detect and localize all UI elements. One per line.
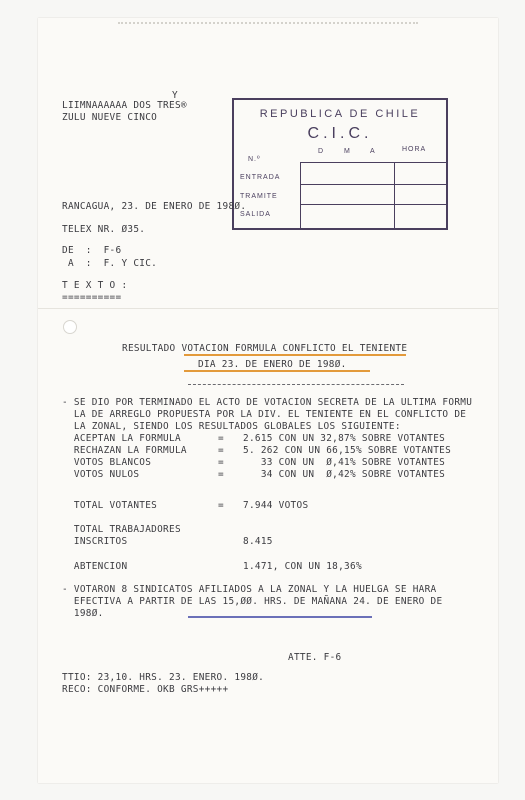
result-title-line-2: DIA 23. DE ENERO DE 198Ø. <box>198 359 347 370</box>
stamp-col-no: N.º <box>248 156 261 163</box>
trabajadores-value: 8.415 <box>243 536 273 547</box>
header-line-1: LIIMNAAAAAA DOS TRES® <box>62 100 187 111</box>
punch-hole <box>63 320 77 334</box>
stamp-col-m: M <box>344 148 351 155</box>
stamp-rule <box>300 204 446 205</box>
result-row-label: VOTOS BLANCOS <box>62 457 152 468</box>
stamp-rule <box>300 162 301 228</box>
abstencion-label: ABTENCION <box>62 561 128 572</box>
result-row-label: ACEPTAN LA FORMULA <box>62 433 181 444</box>
result-row-value: 33 CON UN Ø,41% SOBRE VOTANTES <box>243 457 446 468</box>
stamp-row-salida: SALIDA <box>240 211 271 218</box>
stamp-title: REPUBLICA DE CHILE <box>259 108 421 120</box>
total-votantes-label: TOTAL VOTANTES <box>62 500 158 511</box>
paragraph-line: - SE DIO POR TERMINADO EL ACTO DE VOTACION SECRETA DE LA ULTIMA FORMU <box>62 397 473 408</box>
texto-rule: ========== <box>62 292 122 303</box>
to-line: A : F. Y CIC. <box>62 258 158 269</box>
cic-stamp <box>232 98 448 230</box>
place-date: RANCAGUA, 23. DE ENERO DE 198Ø. <box>62 201 247 212</box>
texto-label: T E X T O : <box>62 280 128 291</box>
result-row-eq: = <box>218 469 224 480</box>
stamp-rule <box>300 184 446 185</box>
telex-number: TELEX NR. Ø35. <box>62 224 146 235</box>
result-row-label: RECHAZAN LA FORMULA <box>62 445 187 456</box>
from-line: DE : F-6 <box>62 245 122 256</box>
trabajadores-label-2: INSCRITOS <box>62 536 128 547</box>
result-row-value: 5. 262 CON UN 66,15% SOBRE VOTANTES <box>243 445 452 456</box>
stamp-rule <box>394 162 395 228</box>
header-line-2: ZULU NUEVE CINCO <box>62 112 158 123</box>
result-row-eq: = <box>218 445 224 456</box>
header-mark: Y <box>172 90 178 101</box>
paragraph-line: 198Ø. <box>62 608 104 619</box>
result-title-line-1: RESULTADO VOTACION FORMULA CONFLICTO EL TENIENTE <box>122 343 408 354</box>
highlight-underline <box>188 616 372 618</box>
result-row-label: VOTOS NULOS <box>62 469 140 480</box>
reco-line: RECO: CONFORME. OKB GRS+++++ <box>62 684 229 695</box>
paragraph-line: EFECTIVA A PARTIR DE LAS 15,ØØ. HRS. DE MAÑANA 24. DE ENERO DE <box>62 596 443 607</box>
stamp-col-hora: HORA <box>402 146 427 153</box>
paragraph-line: - VOTARON 8 SINDICATOS AFILIADOS A LA ZONAL Y LA HUELGA SE HARA <box>62 584 437 595</box>
trabajadores-label-1: TOTAL TRABAJADORES <box>62 524 181 535</box>
total-votantes-eq: = <box>218 500 224 511</box>
result-row-eq: = <box>218 433 224 444</box>
total-votantes-value: 7.944 VOTOS <box>243 500 309 511</box>
signature: ATTE. F-6 <box>288 652 342 663</box>
stamp-col-a: A <box>370 148 376 155</box>
abstencion-value: 1.471, CON UN 18,36% <box>243 561 362 572</box>
result-row-value: 2.615 CON UN 32,87% SOBRE VOTANTES <box>243 433 446 444</box>
paper-fold <box>38 308 498 309</box>
result-row-value: 34 CON UN Ø,42% SOBRE VOTANTES <box>243 469 446 480</box>
title-rule <box>188 384 404 385</box>
top-dotted-residue <box>118 22 418 26</box>
stamp-rule <box>300 162 446 163</box>
paragraph-line: LA ZONAL, SIENDO LOS RESULTADOS GLOBALES LOS SIGUIENTE: <box>62 421 401 432</box>
result-row-eq: = <box>218 457 224 468</box>
paragraph-line: LA DE ARREGLO PROPUESTA POR LA DIV. EL TENIENTE EN EL CONFLICTO DE <box>62 409 467 420</box>
highlight-underline <box>184 354 406 356</box>
stamp-subtitle: C.I.C. <box>307 125 373 142</box>
stamp-col-d: D <box>318 148 325 155</box>
stamp-row-entrada: ENTRADA <box>240 174 281 181</box>
stamp-row-tramite: TRAMITE <box>240 193 278 200</box>
ttio-line: TTIO: 23,10. HRS. 23. ENERO. 198Ø. <box>62 672 265 683</box>
highlight-underline <box>184 370 370 372</box>
telex-document <box>38 18 498 783</box>
